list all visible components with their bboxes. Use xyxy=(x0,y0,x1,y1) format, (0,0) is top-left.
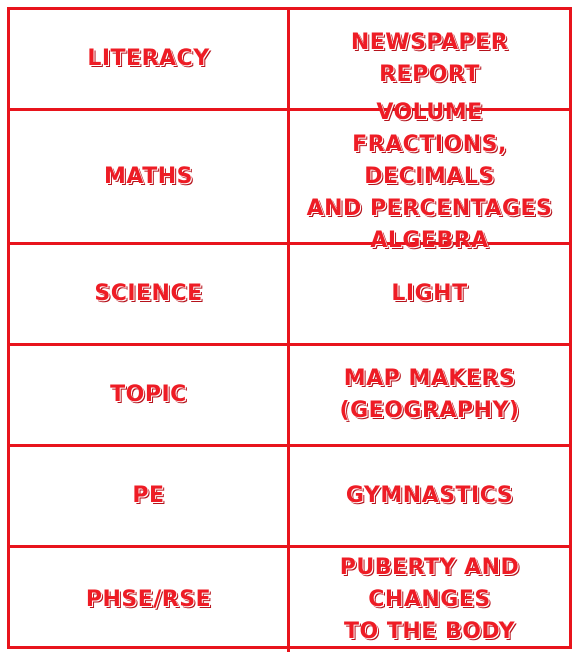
topic-line: AND PERCENTAGES xyxy=(306,195,553,221)
subject-label: PHSE/RSE xyxy=(85,587,212,612)
subject-label: PE xyxy=(132,483,165,508)
topic-line: GYMNASTICS xyxy=(345,483,514,508)
subject-cell-phse-rse xyxy=(10,548,290,652)
topic-cell-topic xyxy=(290,346,569,447)
topic-line: NEWSPAPER REPORT xyxy=(350,30,509,87)
subject-cell-science xyxy=(10,245,290,346)
topic-line: LIGHT xyxy=(391,281,468,306)
topic-cell-pe xyxy=(290,447,569,548)
topic-line: MAP MAKERS xyxy=(343,366,516,391)
topic-line: VOLUME xyxy=(376,99,483,125)
subject-label: MATHS xyxy=(104,163,193,189)
subject-cell-pe xyxy=(10,447,290,548)
topic-line: FRACTIONS, DECIMALS xyxy=(352,131,507,189)
topic-line: TO THE BODY xyxy=(343,619,516,644)
topic-line: (GEOGRAPHY) xyxy=(339,398,520,423)
topic-cell-maths xyxy=(290,99,569,253)
topic-line: ALGEBRA xyxy=(370,227,489,253)
topic-line: PUBERTY AND CHANGES xyxy=(339,555,520,612)
subject-cell-topic xyxy=(10,346,290,447)
curriculum-table xyxy=(7,7,572,649)
topic-cell-science xyxy=(290,245,569,346)
topic-cell-phse-rse xyxy=(290,548,569,652)
subject-cell-maths xyxy=(10,111,290,245)
subject-label: LITERACY xyxy=(87,46,210,71)
subject-cell-literacy xyxy=(10,10,290,111)
subject-label: SCIENCE xyxy=(94,281,203,306)
subject-label: TOPIC xyxy=(110,382,187,407)
